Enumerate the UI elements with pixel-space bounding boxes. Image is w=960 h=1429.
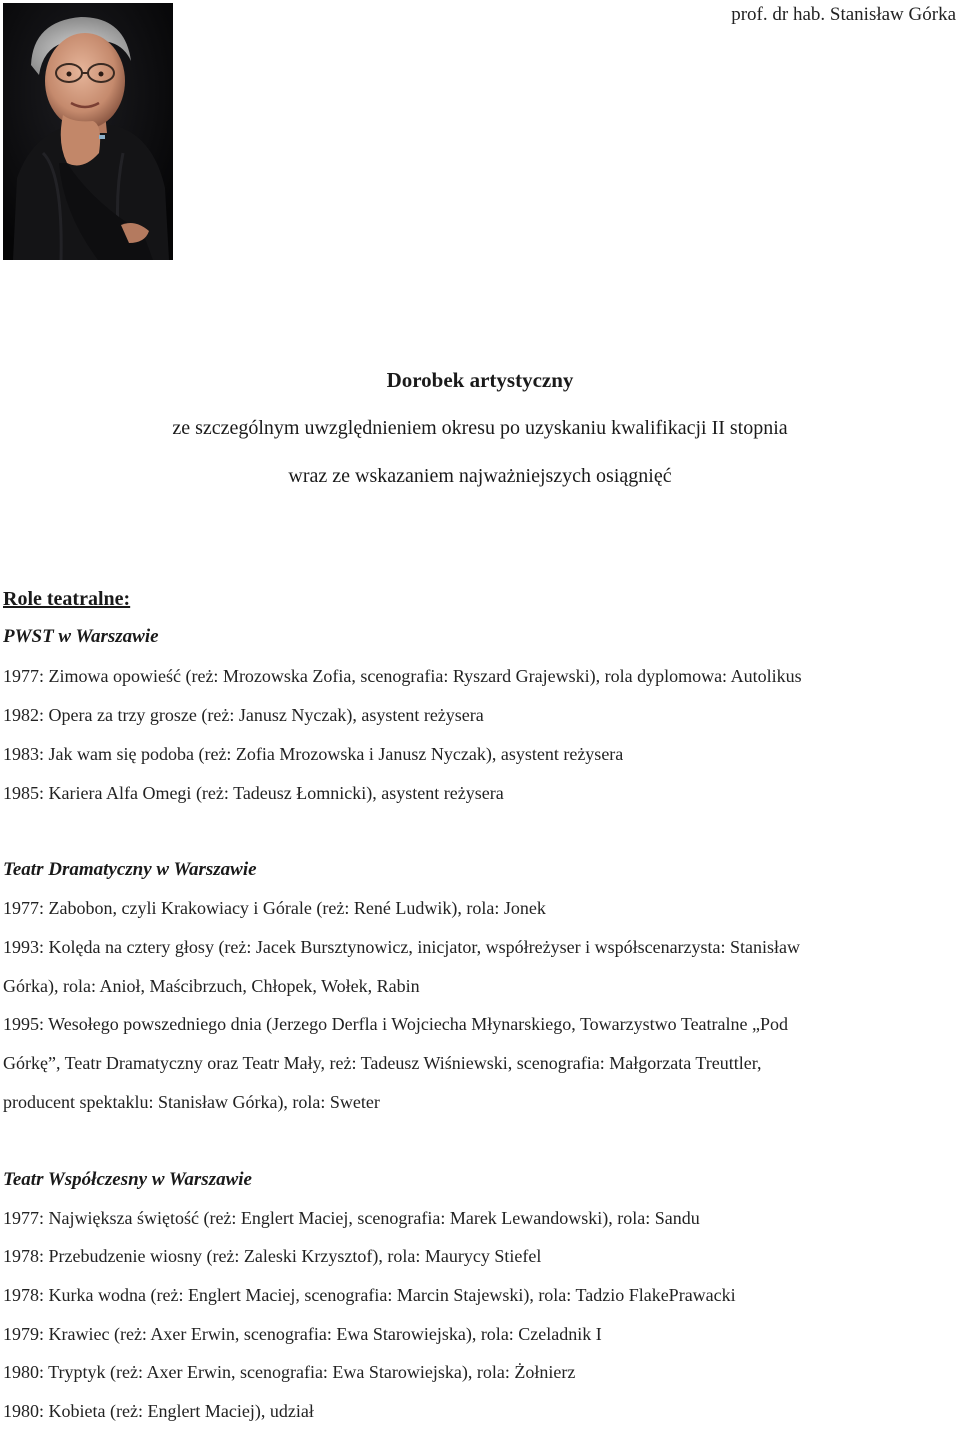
list-item: 1980: Tryptyk (reż: Axer Erwin, scenografia: Ewa Starowiejska), rola: Żołnierz bbox=[3, 1362, 576, 1382]
list-item: 1995: Wesołego powszedniego dnia (Jerzego Derfla i Wojciecha Młynarskiego, Towarzystwo Teatralne „Pod bbox=[3, 1014, 789, 1034]
list-item: 1980: Kobieta (reż: Englert Maciej), udział bbox=[3, 1401, 314, 1421]
list-item: 1977: Zabobon, czyli Krakowiacy i Górale (reż: René Ludwik), rola: Jonek bbox=[3, 898, 546, 918]
document-title: Dorobek artystyczny bbox=[386, 368, 574, 392]
portrait-illustration bbox=[3, 3, 173, 260]
list-item: Górkę”, Teatr Dramatyczny oraz Teatr Mały, reż: Tadeusz Wiśniewski, scenografia: Małgorzata Treuttler, bbox=[3, 1053, 762, 1073]
document-subtitle: wraz ze wskazaniem najważniejszych osiągnięć bbox=[288, 465, 672, 487]
portrait-photo bbox=[3, 3, 173, 260]
section-title: Role teatralne: bbox=[3, 588, 131, 610]
list-item: 1978: Kurka wodna (reż: Englert Maciej, scenografia: Marcin Stajewski), rola: Tadzio FlakePrawacki bbox=[3, 1285, 736, 1305]
venue-heading-pwst: PWST w Warszawie bbox=[3, 626, 159, 647]
list-item: 1978: Przebudzenie wiosny (reż: Zaleski Krzysztof), rola: Maurycy Stiefel bbox=[3, 1246, 542, 1266]
list-item: 1977: Zimowa opowieść (reż: Mrozowska Zofia, scenografia: Ryszard Grajewski), rola dyplomowa: Autolikus bbox=[3, 666, 802, 686]
list-item: 1983: Jak wam się podoba (reż: Zofia Mrozowska i Janusz Nyczak), asystent reżysera bbox=[3, 744, 624, 764]
author-name: prof. dr hab. Stanisław Górka bbox=[731, 4, 956, 25]
list-item: 1977: Największa świętość (reż: Englert Maciej, scenografia: Marek Lewandowski), rola: Sandu bbox=[3, 1208, 700, 1228]
venue-heading-wspolczesny: Teatr Współczesny w Warszawie bbox=[3, 1169, 252, 1190]
list-item: Górka), rola: Anioł, Maścibrzuch, Chłopek, Wołek, Rabin bbox=[3, 976, 420, 996]
venue-heading-dramatyczny: Teatr Dramatyczny w Warszawie bbox=[3, 859, 257, 880]
list-item: 1985: Kariera Alfa Omegi (reż: Tadeusz Łomnicki), asystent reżysera bbox=[3, 783, 504, 803]
list-item: producent spektaklu: Stanisław Górka), rola: Sweter bbox=[3, 1092, 380, 1112]
document-subtitle: ze szczególnym uwzględnieniem okresu po uzyskaniu kwalifikacji II stopnia bbox=[172, 417, 788, 439]
list-item: 1979: Krawiec (reż: Axer Erwin, scenografia: Ewa Starowiejska), rola: Czeladnik I bbox=[3, 1324, 602, 1344]
list-item: 1993: Kolęda na cztery głosy (reż: Jacek Bursztynowicz, inicjator, współreżyser i współscenarzysta: Stanisław bbox=[3, 937, 801, 957]
list-item: 1982: Opera za trzy grosze (reż: Janusz Nyczak), asystent reżysera bbox=[3, 705, 484, 725]
